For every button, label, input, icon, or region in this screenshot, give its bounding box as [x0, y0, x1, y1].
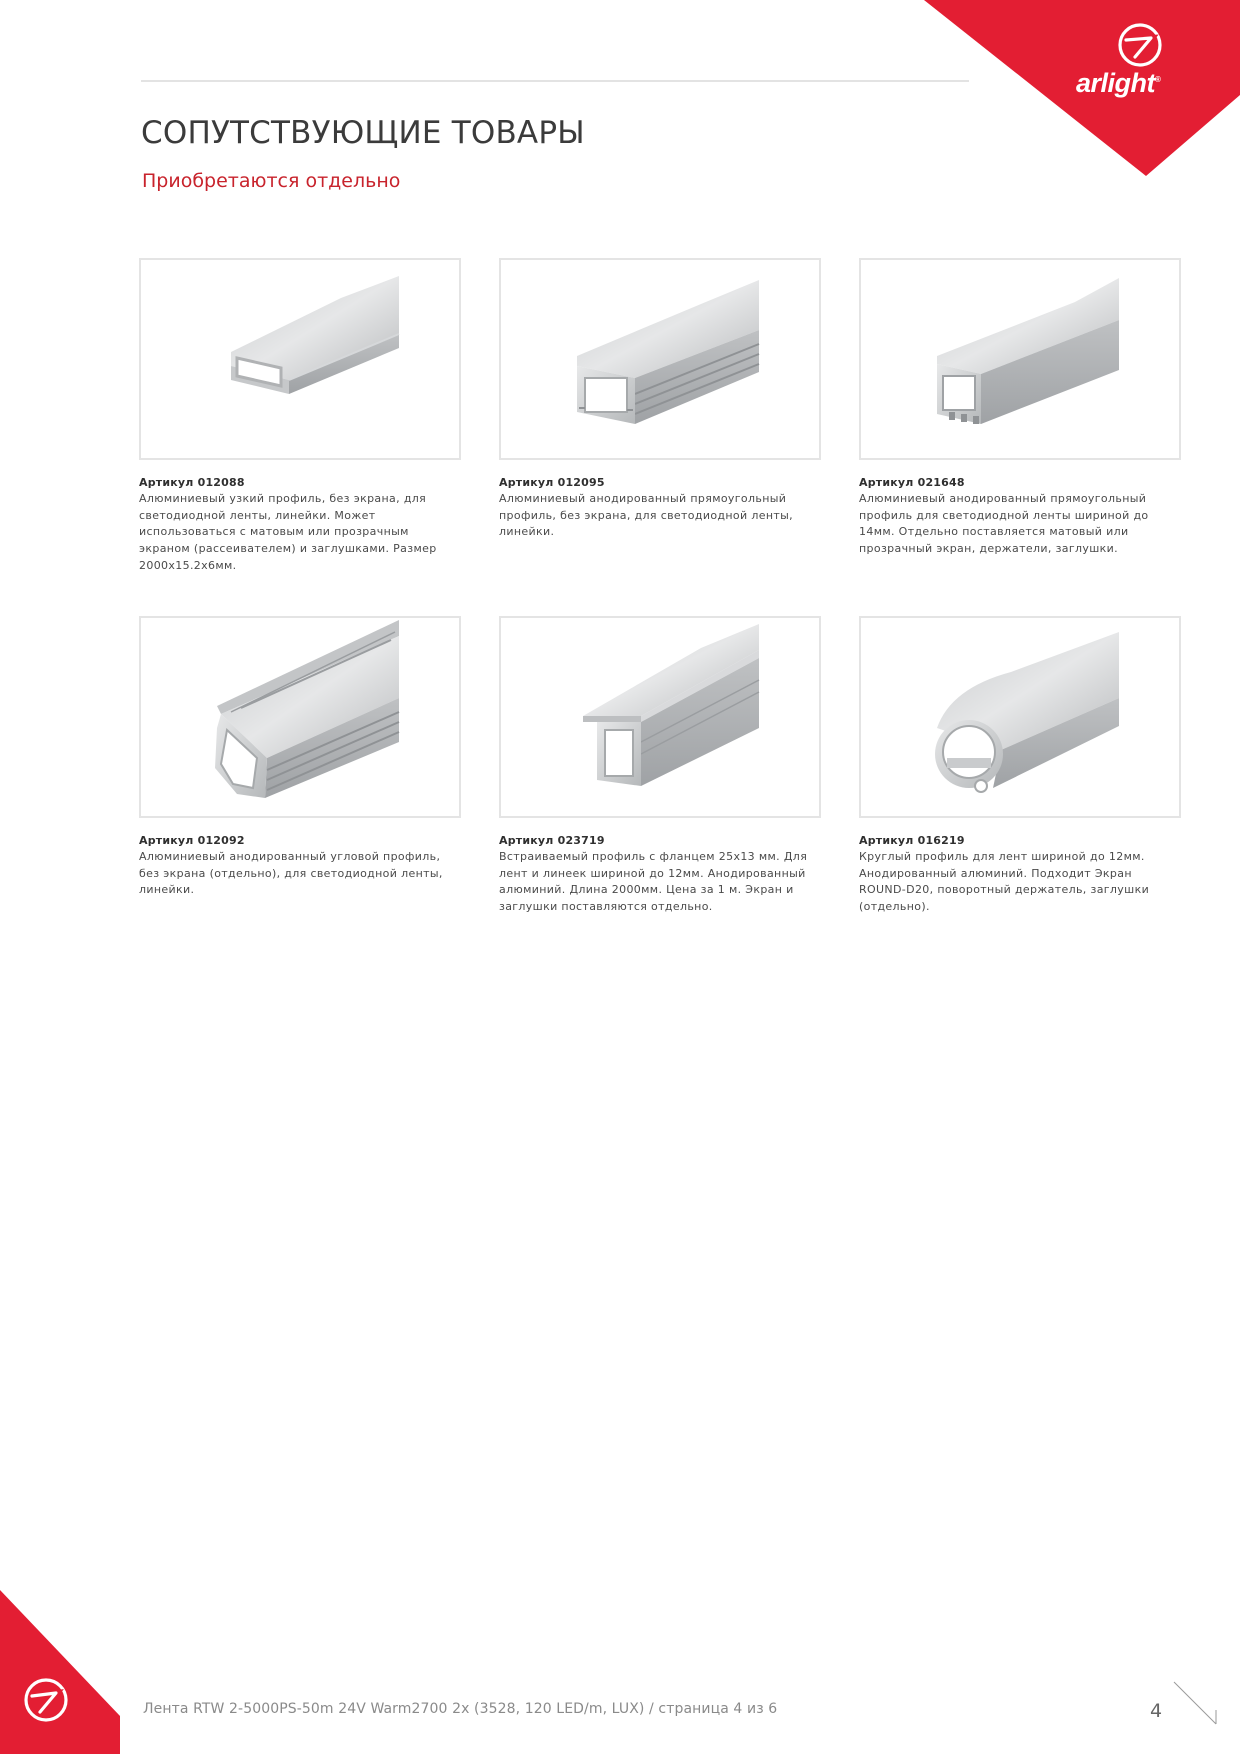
product-image-frame: [139, 616, 461, 818]
page-title: СОПУТСТВУЮЩИЕ ТОВАРЫ: [141, 115, 585, 151]
product-sku: Артикул 012092: [139, 834, 245, 847]
product-card: [499, 616, 821, 916]
product-card: [139, 258, 461, 575]
product-card: [859, 616, 1181, 916]
brand-corner-footer: [0, 1590, 130, 1754]
product-sku: Артикул 023719: [499, 834, 605, 847]
product-description: Алюминиевый анодированный прямоугольный профиль для светодиодной ленты шириной до 14мм. Отдельно поставляется матовый или прозрачный экран, держатели, заглушки.: [859, 492, 1149, 556]
product-image-frame: [499, 616, 821, 818]
page-subtitle: Приобретаются отдельно: [142, 170, 401, 192]
product-sku: Артикул 012088: [139, 476, 245, 489]
header-divider: [141, 80, 969, 82]
product-sku: Артикул 021648: [859, 476, 965, 489]
product-sku: Артикул 012095: [499, 476, 605, 489]
product-image-frame: [859, 258, 1181, 460]
brand-logo: arlight®: [1076, 68, 1161, 98]
product-card: [139, 616, 461, 899]
flanged-profile-image: [501, 618, 819, 816]
corner-profile-image: [141, 618, 459, 816]
product-description: Алюминиевый узкий профиль, без экрана, для светодиодной ленты, линейки. Может использоваться с матовым или прозрачным экраном (рассеивателем) и заглушками. Размер 2000х15.2х6мм.: [139, 492, 437, 572]
product-image-frame: [499, 258, 821, 460]
product-description: Встраиваемый профиль с фланцем 25х13 мм. Для лент и линеек шириной до 12мм. Анодированный алюминий. Длина 2000мм. Цена за 1 м. Экран и заглушки поставляются отдельно.: [499, 850, 808, 914]
product-card: [859, 258, 1181, 558]
page-number: 4: [1150, 1700, 1163, 1722]
product-description: Алюминиевый анодированный прямоугольный профиль, без экрана, для светодиодной ленты, линейки.: [499, 492, 794, 539]
footer-document-title: Лента RTW 2-5000PS-50m 24V Warm2700 2x (3528, 120 LED/m, LUX) / страница 4 из 6: [143, 1701, 778, 1717]
product-image-frame: [859, 616, 1181, 818]
product-description: Алюминиевый анодированный угловой профиль, без экрана (отдельно), для светодиодной ленты, линейки.: [139, 850, 443, 897]
round-profile-image: [861, 618, 1179, 816]
brand-corner-banner: [0, 0, 1240, 180]
page-corner-line: [1170, 1680, 1220, 1730]
product-description: Круглый профиль для лент шириной до 12мм. Анодированный алюминий. Подходит Экран ROUND-D20, поворотный держатель, заглушки (отдельно).: [859, 850, 1150, 914]
rectangular-profile-image: [501, 260, 819, 458]
product-image-frame: [139, 258, 461, 460]
product-sku: Артикул 016219: [859, 834, 965, 847]
square-profile-image: [861, 260, 1179, 458]
narrow-profile-image: [141, 260, 459, 458]
product-card: [499, 258, 821, 541]
